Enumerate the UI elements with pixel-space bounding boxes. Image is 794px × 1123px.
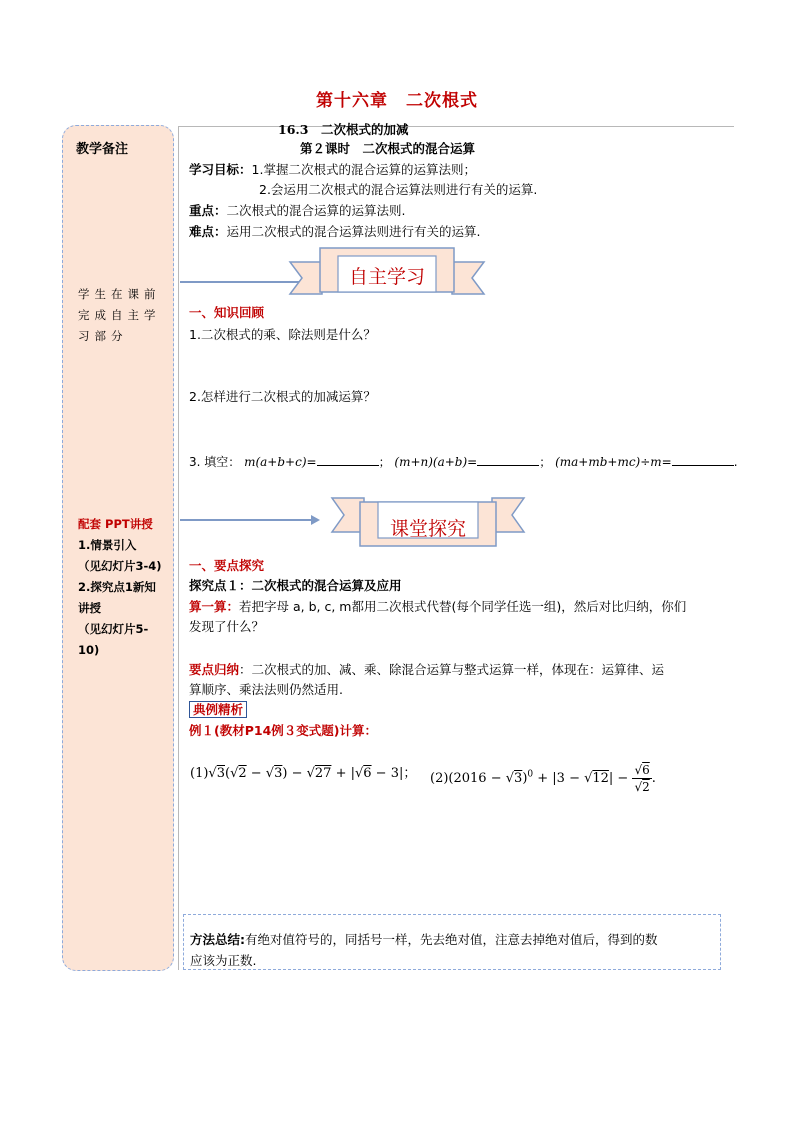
explore-point-title: 探究点１：二次根式的混合运算及应用 xyxy=(189,578,402,593)
class-explore-banner-label: 课堂探究 xyxy=(389,518,466,540)
method-text-cont: 应该为正数. xyxy=(190,953,257,968)
review-question-3: 3. 填空： m(a+b+c)= ； (m+n)(a+b)= ； (ma+mb+mc)÷m= . xyxy=(189,455,738,469)
answer-blank xyxy=(317,453,379,466)
problem-2-label: (2) xyxy=(430,771,449,786)
sidebar-ppt-item: 1.情景引入 xyxy=(78,538,137,552)
goal-item: 1.掌握二次根式的混合运算的运算法则； xyxy=(251,162,476,177)
explore-heading: 一、要点探究 xyxy=(189,558,265,573)
calc-paragraph xyxy=(189,597,686,617)
method-summary-box xyxy=(183,914,721,970)
lesson-title: 第２课时 二次根式的混合运算 xyxy=(300,141,476,156)
chapter-title: 第十六章 二次根式 xyxy=(316,91,478,111)
learning-goals xyxy=(189,160,476,180)
example-title-text: 例１(教材P14例３变式题)计算： xyxy=(189,723,377,738)
fill-blank-expression: (ma+mb+mc)÷m= xyxy=(555,455,672,469)
self-study-banner-label: 自主学习 xyxy=(348,266,425,288)
difficult-point xyxy=(189,222,481,242)
answer-blank xyxy=(672,453,734,466)
review-question-2: 2.怎样进行二次根式的加减运算？ xyxy=(189,389,376,404)
summary-text-cont: 算顺序、乘法法则仍然适用. xyxy=(189,682,343,697)
fill-blank-expression: (m+n)(a+b)= xyxy=(394,455,478,469)
sidebar-note-ppt xyxy=(78,514,166,661)
fill-blank-expression: m(a+b+c)= xyxy=(244,455,317,469)
problem-1: (1)√3(√2 − √3) − √27 + |√6 − 3|； xyxy=(190,766,417,781)
summary-label: 要点归纳 xyxy=(189,662,240,677)
summary-text: ：二次根式的加、减、乘、除混合运算与整式运算一样，体现在：运算律、运 xyxy=(239,662,665,677)
sidebar-ppt-label: 配套 xyxy=(78,517,101,531)
calc-text: 若把字母 a, b, c, m都用二次根式代替(每个同学任选一组)，然后对比归纳，你们 xyxy=(239,599,687,614)
key-point xyxy=(189,201,406,221)
example-title xyxy=(189,721,377,741)
sidebar-ppt-text: PPT讲授 xyxy=(105,517,153,531)
fill-blank-label: 3. 填空： xyxy=(189,455,241,469)
arrow-icon xyxy=(180,519,318,521)
review-heading: 一、知识回顾 xyxy=(189,305,265,320)
difficulty-label: 难点： xyxy=(189,224,227,239)
top-rule xyxy=(178,126,734,127)
summary-paragraph xyxy=(189,660,664,680)
sidebar-note-self-study: 学生在课前完成自主学习部分 xyxy=(78,287,161,343)
sidebar-ppt-item: （见幻灯片3-4) xyxy=(78,559,162,573)
section-title: 16.3 二次根式的加减 xyxy=(278,122,409,137)
example-tag-label: 典例精析 xyxy=(189,701,247,718)
sidebar-heading: 教学备注 xyxy=(76,142,129,157)
goals-label: 学习目标： xyxy=(189,162,252,177)
sidebar-ppt-item: （见幻灯片5-10) xyxy=(78,622,149,657)
key-text: 二次根式的混合运算的运算法则. xyxy=(226,203,406,218)
method-text: 有绝对值符号的，同括号一样，先去绝对值，注意去掉绝对值后，得到的数 xyxy=(245,932,658,947)
problem-2: $(2)(2016 - √3)^0 + |3 - √12|$ − $\frac{√6}{√2}$ . xyxy=(430,763,656,794)
example-tag xyxy=(189,700,247,720)
column-divider xyxy=(178,126,179,970)
key-label: 重点： xyxy=(189,203,227,218)
calc-label: 算一算： xyxy=(189,599,240,614)
calc-text-cont: 发现了什么？ xyxy=(189,619,265,634)
sidebar-ppt-item: 2.探究点1新知讲授 xyxy=(78,580,156,615)
problem-1-label: (1) xyxy=(190,766,209,781)
method-label: 方法总结: xyxy=(190,932,245,947)
answer-blank xyxy=(477,453,539,466)
difficulty-text: 运用二次根式的混合运算法则进行有关的运算. xyxy=(226,224,481,239)
goal-item: 2.会运用二次根式的混合运算法则进行有关的运算. xyxy=(259,182,538,197)
review-question-1: 1.二次根式的乘、除法则是什么？ xyxy=(189,327,376,342)
